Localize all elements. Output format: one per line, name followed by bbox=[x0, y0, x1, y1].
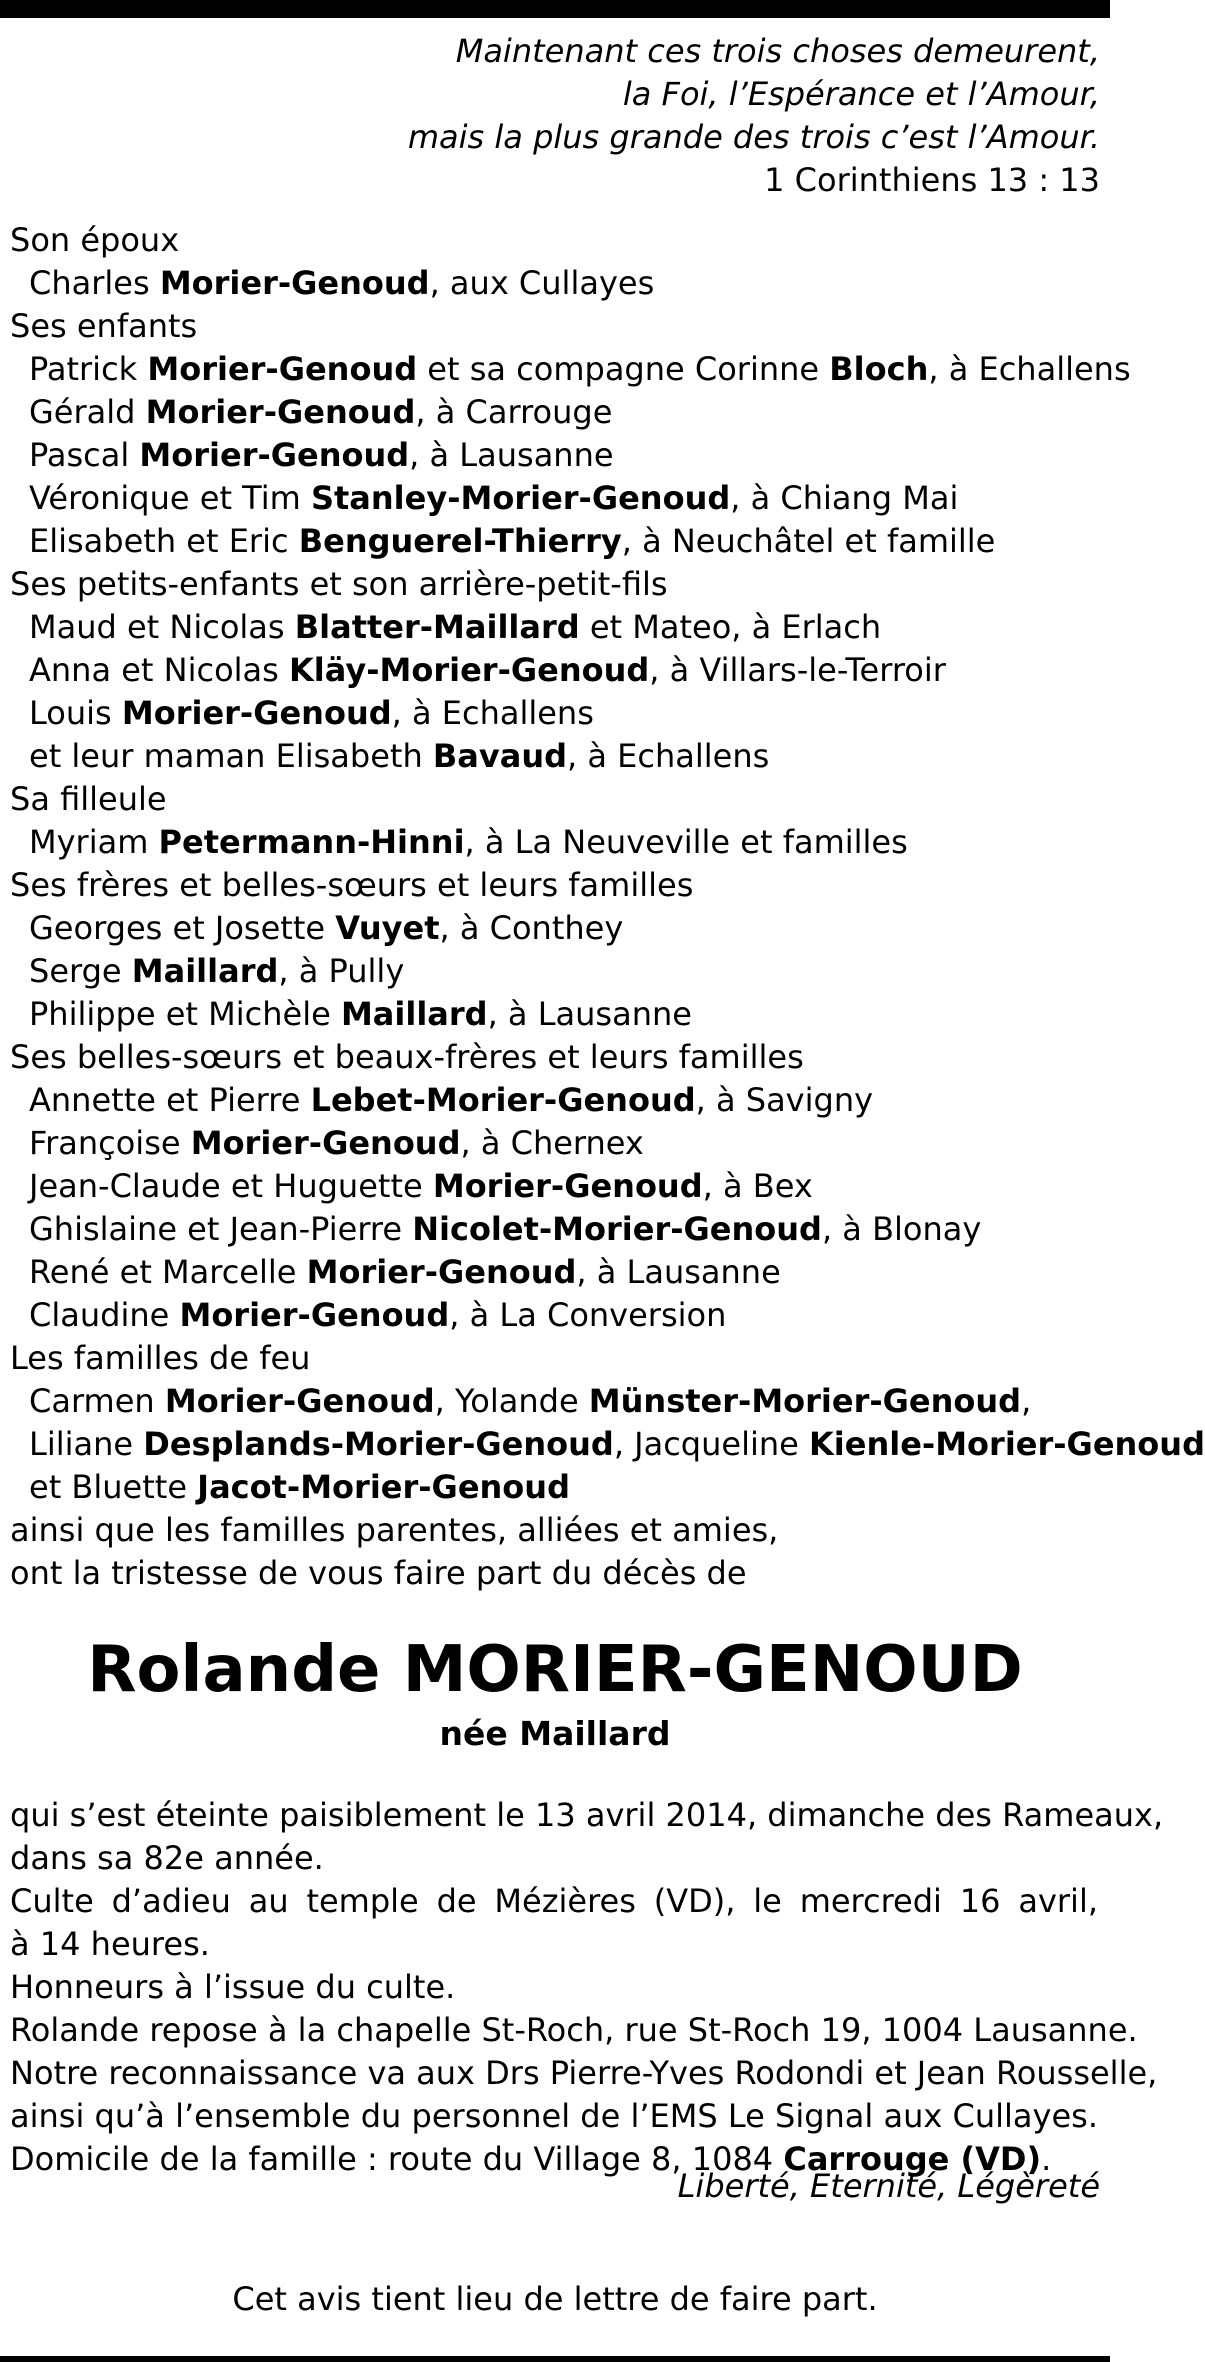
text-segment: ainsi que les familles parentes, alliées et amies, bbox=[10, 1511, 779, 1549]
family-member-line bbox=[10, 821, 1105, 864]
text-segment: Ghislaine et Jean-Pierre bbox=[29, 1210, 413, 1248]
text-segment: , à Blonay bbox=[821, 1210, 982, 1248]
surname: Morier-Genoud bbox=[432, 1167, 703, 1205]
text-segment: , à Echallens bbox=[391, 694, 594, 732]
text-segment: , à Echallens bbox=[928, 350, 1131, 388]
family-member-line bbox=[10, 1251, 1105, 1294]
surname: Bavaud bbox=[432, 737, 568, 775]
text-segment: et leur maman Elisabeth bbox=[29, 737, 433, 775]
details-block bbox=[10, 1794, 1164, 2181]
deceased-name: Rolande MORIER-GENOUD bbox=[87, 1633, 1023, 1707]
text-segment: , à Lausanne bbox=[576, 1253, 781, 1291]
surname: Kläy-Morier-Genoud bbox=[288, 651, 650, 689]
text-segment: Ses enfants bbox=[10, 307, 198, 345]
surname: Stanley-Morier-Genoud bbox=[310, 479, 731, 517]
text-segment: Carmen bbox=[29, 1382, 165, 1420]
text-segment: Serge bbox=[29, 952, 132, 990]
text-segment: Rolande repose à la chapelle St-Roch, rue St-Roch 19, 1004 Lausanne. bbox=[10, 2011, 1138, 2049]
text-segment: Notre reconnaissance va aux Drs Pierre-Yves Rodondi et Jean Rousselle, bbox=[10, 2054, 1158, 2092]
section-heading bbox=[10, 1036, 1105, 1079]
detail-line bbox=[10, 1880, 1098, 1923]
family-member-line bbox=[10, 520, 1105, 563]
family-member-line bbox=[10, 1208, 1105, 1251]
surname: Blatter-Maillard bbox=[294, 608, 580, 646]
text-segment: Pascal bbox=[29, 436, 140, 474]
surname: Morier-Genoud bbox=[179, 1296, 450, 1334]
section-heading bbox=[10, 305, 1105, 348]
text-segment: , Yolande bbox=[434, 1382, 589, 1420]
section-heading bbox=[10, 864, 1105, 907]
surname: Lebet-Morier-Genoud bbox=[310, 1081, 696, 1119]
text-segment: Jean-Claude et Huguette bbox=[29, 1167, 433, 1205]
text-segment: , à Villars-le-Terroir bbox=[649, 651, 946, 689]
text-segment: à 14 heures. bbox=[10, 1925, 210, 1963]
text-segment: Ses frères et belles-sœurs et leurs familles bbox=[10, 866, 694, 904]
family-member-line bbox=[10, 262, 1105, 305]
text-segment: ont la tristesse de vous faire part du décès de bbox=[10, 1554, 747, 1592]
surname: Nicolet-Morier-Genoud bbox=[412, 1210, 822, 1248]
text-segment: et Bluette bbox=[29, 1468, 198, 1506]
surname: Münster-Morier-Genoud bbox=[588, 1382, 1022, 1420]
epigraph-line: la Foi, l’Espérance et l’Amour, bbox=[622, 75, 1100, 113]
text-segment: , à Lausanne bbox=[409, 436, 614, 474]
section-heading bbox=[10, 219, 1105, 262]
surname: Morier-Genoud bbox=[190, 1124, 461, 1162]
family-member-line bbox=[10, 1466, 1105, 1509]
family-member-line bbox=[10, 907, 1105, 950]
text-segment: Louis bbox=[29, 694, 122, 732]
surname: Morier-Genoud bbox=[164, 1382, 435, 1420]
text-segment: René et Marcelle bbox=[29, 1253, 307, 1291]
text-segment: , à Savigny bbox=[695, 1081, 874, 1119]
text-segment: Gérald bbox=[29, 393, 146, 431]
text-segment: , à Carrouge bbox=[415, 393, 613, 431]
footer-note: Cet avis tient lieu de lettre de faire part. bbox=[232, 2280, 878, 2318]
text-segment: Philippe et Michèle bbox=[29, 995, 341, 1033]
text-segment: Annette et Pierre bbox=[29, 1081, 311, 1119]
surname: Benguerel-Thierry bbox=[298, 522, 622, 560]
text-segment: Georges et Josette bbox=[29, 909, 336, 947]
surname: Kienle-Morier-Genoud bbox=[809, 1425, 1205, 1463]
surname: Morier-Genoud bbox=[147, 350, 418, 388]
surname: Bloch bbox=[829, 350, 929, 388]
text-segment: et sa compagne Corinne bbox=[417, 350, 830, 388]
text-segment: , à La Neuveville et familles bbox=[464, 823, 908, 861]
text-segment: Liliane bbox=[29, 1425, 144, 1463]
family-member-line bbox=[10, 950, 1105, 993]
bottom-border-rule bbox=[0, 2356, 1110, 2362]
text-segment: , aux Cullayes bbox=[429, 264, 655, 302]
detail-line bbox=[10, 2052, 1158, 2095]
detail-line bbox=[10, 2009, 1138, 2052]
surname: Desplands-Morier-Genoud bbox=[143, 1425, 614, 1463]
family-member-line bbox=[10, 391, 1105, 434]
text-segment: Ses belles-sœurs et beaux-frères et leurs familles bbox=[10, 1038, 804, 1076]
surname: Vuyet bbox=[335, 909, 440, 947]
text-segment: Françoise bbox=[29, 1124, 191, 1162]
text-segment: Anna et Nicolas bbox=[29, 651, 289, 689]
detail-line bbox=[10, 1966, 1098, 2009]
family-member-line bbox=[10, 1165, 1105, 1208]
text-segment: Sa filleule bbox=[10, 780, 167, 818]
text-segment: qui s’est éteinte paisiblement le 13 avril 2014, dimanche des Rameaux, bbox=[10, 1796, 1164, 1834]
family-member-line bbox=[10, 649, 1105, 692]
text-segment: dans sa 82e année. bbox=[10, 1839, 324, 1877]
text-segment: Domicile de la famille : route du Village 8, 1084 bbox=[10, 2140, 784, 2178]
section-heading bbox=[10, 563, 1105, 606]
detail-line bbox=[10, 1794, 1164, 1837]
text-segment: . bbox=[1041, 2140, 1052, 2178]
text-segment: Elisabeth et Eric bbox=[29, 522, 299, 560]
epigraph bbox=[408, 30, 1100, 202]
text-segment: ainsi qu’à l’ensemble du personnel de l’EMS Le Signal aux Cullayes. bbox=[10, 2097, 1098, 2135]
family-member-line bbox=[10, 477, 1105, 520]
family-member-line bbox=[10, 1423, 1205, 1466]
family-member-line bbox=[10, 1380, 1105, 1423]
detail-line bbox=[10, 1923, 1098, 1966]
epigraph-line: mais la plus grande des trois c’est l’Amour. bbox=[407, 118, 1100, 156]
surname: Jacot-Morier-Genoud bbox=[197, 1468, 570, 1506]
text-segment: , à Pully bbox=[278, 952, 405, 990]
family-member-line bbox=[10, 606, 1105, 649]
family-member-line bbox=[10, 993, 1105, 1036]
surname: Maillard bbox=[131, 952, 279, 990]
detail-line bbox=[10, 1837, 1098, 1880]
family-member-line bbox=[10, 1079, 1105, 1122]
text-segment: , à Conthey bbox=[439, 909, 624, 947]
surname: Petermann-Hinni bbox=[158, 823, 465, 861]
section-heading bbox=[10, 778, 1105, 821]
surname: Morier-Genoud bbox=[159, 264, 430, 302]
text-segment: Charles bbox=[29, 264, 160, 302]
motto: Liberté, Eternité, Légèreté bbox=[677, 2167, 1100, 2205]
text-segment: Myriam bbox=[29, 823, 159, 861]
surname: Morier-Genoud bbox=[121, 694, 392, 732]
text-segment: Culte d’adieu au temple de Mézières (VD), le mercredi 16 avril, bbox=[10, 1882, 1098, 1920]
text-segment: , à Chernex bbox=[460, 1124, 644, 1162]
surname: Morier-Genoud bbox=[139, 436, 410, 474]
section-heading bbox=[10, 1509, 1105, 1552]
text-segment: Patrick bbox=[29, 350, 148, 388]
text-segment: , à Bex bbox=[702, 1167, 813, 1205]
family-member-line bbox=[10, 348, 1131, 391]
text-segment: Les familles de feu bbox=[10, 1339, 311, 1377]
surname: Carrouge (VD) bbox=[783, 2140, 1042, 2178]
surname: Morier-Genoud bbox=[306, 1253, 577, 1291]
text-segment: , à Lausanne bbox=[487, 995, 692, 1033]
surname: Morier-Genoud bbox=[145, 393, 416, 431]
text-segment: , à Neuchâtel et famille bbox=[621, 522, 996, 560]
family-member-line bbox=[10, 1122, 1105, 1165]
text-segment: , à Chiang Mai bbox=[730, 479, 959, 517]
text-segment: , à La Conversion bbox=[449, 1296, 727, 1334]
text-segment: , bbox=[1021, 1382, 1032, 1420]
section-heading bbox=[10, 1337, 1105, 1380]
text-segment: et Mateo, à Erlach bbox=[579, 608, 882, 646]
text-segment: Claudine bbox=[29, 1296, 180, 1334]
text-segment: Véronique et Tim bbox=[29, 479, 311, 517]
text-segment: Ses petits-enfants et son arrière-petit-fils bbox=[10, 565, 668, 603]
detail-line bbox=[10, 2095, 1098, 2138]
surname: Maillard bbox=[340, 995, 488, 1033]
family-list bbox=[10, 219, 1205, 1595]
family-member-line bbox=[10, 434, 1105, 477]
family-member-line bbox=[10, 692, 1105, 735]
maiden-name: née Maillard bbox=[439, 1714, 671, 1753]
section-heading bbox=[10, 1552, 1105, 1595]
text-segment: , Jacqueline bbox=[613, 1425, 809, 1463]
family-member-line bbox=[10, 1294, 1105, 1337]
epigraph-reference: 1 Corinthiens 13 : 13 bbox=[764, 161, 1100, 199]
text-segment: Son époux bbox=[10, 221, 180, 259]
top-border-rule bbox=[0, 0, 1110, 18]
text-segment: Maud et Nicolas bbox=[29, 608, 295, 646]
text-segment: Honneurs à l’issue du culte. bbox=[10, 1968, 456, 2006]
epigraph-line: Maintenant ces trois choses demeurent, bbox=[455, 32, 1100, 70]
family-member-line bbox=[10, 735, 1105, 778]
text-segment: , à Echallens bbox=[567, 737, 770, 775]
